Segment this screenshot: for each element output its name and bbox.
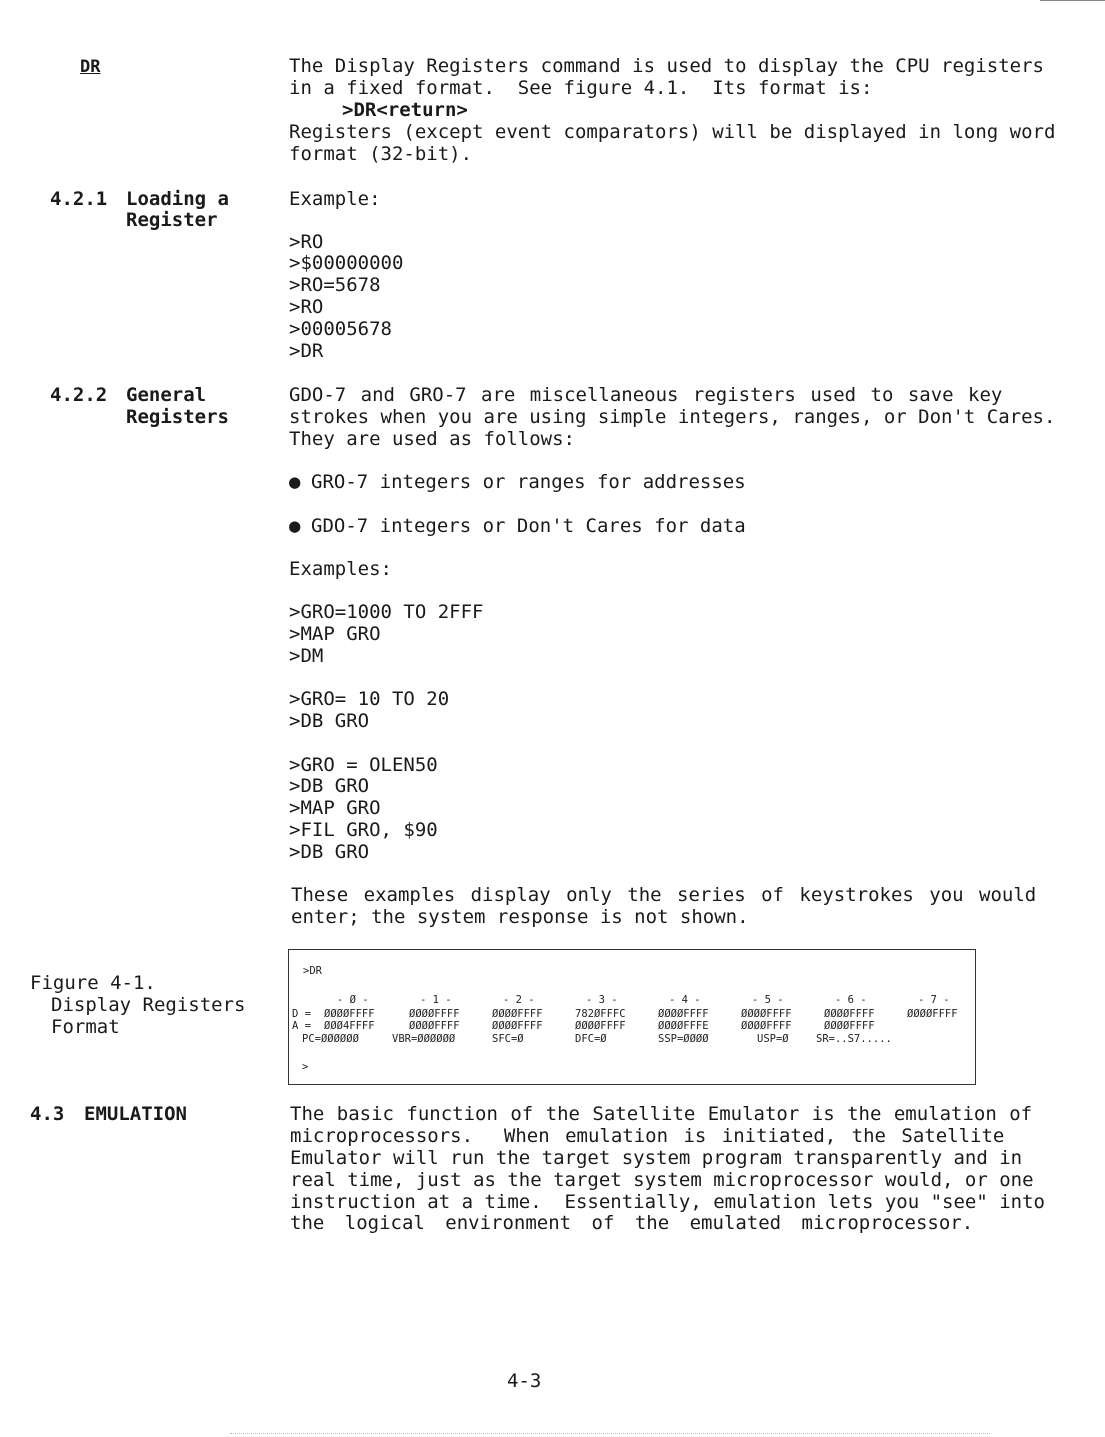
d-register-value: 782ØFFFC xyxy=(575,1008,626,1020)
emulation-line: Emulator will run the target system program transparently and in xyxy=(290,1147,1023,1169)
emulation-line: microprocessors. When emulation is initiated, the Satellite xyxy=(290,1125,1005,1147)
intro-line-1: The Display Registers command is used to display the CPU registers xyxy=(289,55,1044,77)
emulation-line: the logical environment of the emulated microprocessor. xyxy=(290,1212,974,1234)
bullet-text: GDO-7 integers or Don't Cares for data xyxy=(311,515,746,537)
example-label: Example: xyxy=(289,188,381,210)
col-header: - 4 - xyxy=(669,994,701,1006)
d-register-value: ØØØØFFFF xyxy=(658,1008,709,1020)
code-line: >GRO = OLEN50 xyxy=(289,754,438,776)
figure-cursor: > xyxy=(302,1061,309,1073)
a-register-value: ØØØØFFFF xyxy=(741,1020,792,1032)
page-number: 4-3 xyxy=(507,1370,542,1392)
a-register-label: A = xyxy=(292,1020,311,1032)
figure-prompt: >DR xyxy=(303,965,322,977)
section-title-422-line2: Registers xyxy=(126,406,229,428)
closing-line-1: These examples display only the series of keystrokes you would xyxy=(291,884,1037,906)
d-register-value: ØØØØFFFF xyxy=(324,1008,375,1020)
code-line: >GRO= 10 TO 20 xyxy=(289,688,450,710)
register-display-figure xyxy=(288,949,976,1085)
code-line: >DM xyxy=(289,645,324,667)
section-number-43: 4.3 xyxy=(30,1103,65,1125)
col-header: - Ø - xyxy=(337,994,369,1006)
paragraph-line: GDO-7 and GRO-7 are miscellaneous registers used to save key xyxy=(289,384,1003,406)
status-vbr: VBR=ØØØØØØ xyxy=(392,1033,456,1045)
code-line: >MAP GRO xyxy=(289,797,381,819)
section-title-422-line1: General xyxy=(126,384,207,406)
a-register-value: ØØØØFFFF xyxy=(492,1020,543,1032)
status-dfc: DFC=Ø xyxy=(575,1033,607,1045)
intro-line-4: format (32-bit). xyxy=(289,143,473,165)
bullet-icon: ● xyxy=(289,515,301,537)
figure-caption-line3: Format xyxy=(51,1016,120,1038)
col-header: - 7 - xyxy=(918,994,950,1006)
status-sfc: SFC=Ø xyxy=(492,1033,524,1045)
d-register-value: ØØØØFFFF xyxy=(492,1008,543,1020)
code-line: >GRO=1000 TO 2FFF xyxy=(289,601,484,623)
bullet-icon: ● xyxy=(289,471,301,493)
code-line: >00005678 xyxy=(289,318,392,340)
code-line: >RO xyxy=(289,231,324,253)
section-number-421: 4.2.1 xyxy=(50,188,108,210)
figure-caption-line1: Figure 4-1. xyxy=(30,972,156,994)
intro-line-2: in a fixed format. See figure 4.1. Its format is: xyxy=(289,77,873,99)
code-line: >RO xyxy=(289,296,324,318)
section-title-421-line2: Register xyxy=(126,209,218,231)
a-register-value: ØØØØFFFF xyxy=(575,1020,626,1032)
paragraph-line: strokes when you are using simple integers, ranges, or Don't Cares. xyxy=(289,406,1056,428)
intro-line-3: Registers (except event comparators) will be displayed in long word xyxy=(289,121,1056,143)
code-line: >DB GRO xyxy=(289,710,370,732)
code-line: >DB GRO xyxy=(289,841,370,863)
status-usp: USP=Ø xyxy=(757,1033,789,1045)
col-header: - 2 - xyxy=(503,994,535,1006)
paragraph-line: They are used as follows: xyxy=(289,428,575,450)
margin-tag: DR xyxy=(80,57,101,77)
col-header: - 6 - xyxy=(835,994,867,1006)
d-register-label: D = xyxy=(292,1008,311,1020)
status-sr: SR=..S7..... xyxy=(816,1033,892,1045)
examples-label: Examples: xyxy=(289,558,392,580)
code-line: >RO=5678 xyxy=(289,274,381,296)
code-line: >$00000000 xyxy=(289,252,404,274)
code-line: >DB GRO xyxy=(289,775,370,797)
section-title-43: EMULATION xyxy=(84,1103,187,1125)
figure-caption-line2: Display Registers xyxy=(51,994,246,1016)
section-number-422: 4.2.2 xyxy=(50,384,108,406)
d-register-value: ØØØØFFFF xyxy=(907,1008,958,1020)
code-line: >DR xyxy=(289,340,324,362)
col-header: - 3 - xyxy=(586,994,618,1006)
col-header: - 5 - xyxy=(752,994,784,1006)
emulation-line: real time, just as the target system microprocessor would, or one xyxy=(290,1169,1034,1191)
intro-command: >DR<return> xyxy=(342,99,468,121)
status-pc: PC=ØØØØØØ xyxy=(302,1033,359,1045)
status-ssp: SSP=ØØØØ xyxy=(658,1033,709,1045)
bullet-text: GRO-7 integers or ranges for addresses xyxy=(311,471,746,493)
emulation-line: instruction at a time. Essentially, emulation lets you "see" into xyxy=(290,1191,1045,1213)
a-register-value: ØØØØFFFF xyxy=(824,1020,875,1032)
a-register-value: ØØØØFFFE xyxy=(658,1020,709,1032)
a-register-value: ØØØØFFFF xyxy=(409,1020,460,1032)
emulation-line: The basic function of the Satellite Emulator is the emulation of xyxy=(290,1103,1033,1125)
a-register-value: ØØØ4FFFF xyxy=(324,1020,375,1032)
d-register-value: ØØØØFFFF xyxy=(409,1008,460,1020)
code-line: >FIL GRO, $90 xyxy=(289,819,438,841)
code-line: >MAP GRO xyxy=(289,623,381,645)
d-register-value: ØØØØFFFF xyxy=(741,1008,792,1020)
top-edge-rule xyxy=(1040,0,1105,1)
d-register-value: ØØØØFFFF xyxy=(824,1008,875,1020)
bottom-edge-dots xyxy=(230,1433,990,1435)
section-title-421-line1: Loading a xyxy=(126,188,229,210)
col-header: - 1 - xyxy=(420,994,452,1006)
closing-line-2: enter; the system response is not shown. xyxy=(291,906,749,928)
